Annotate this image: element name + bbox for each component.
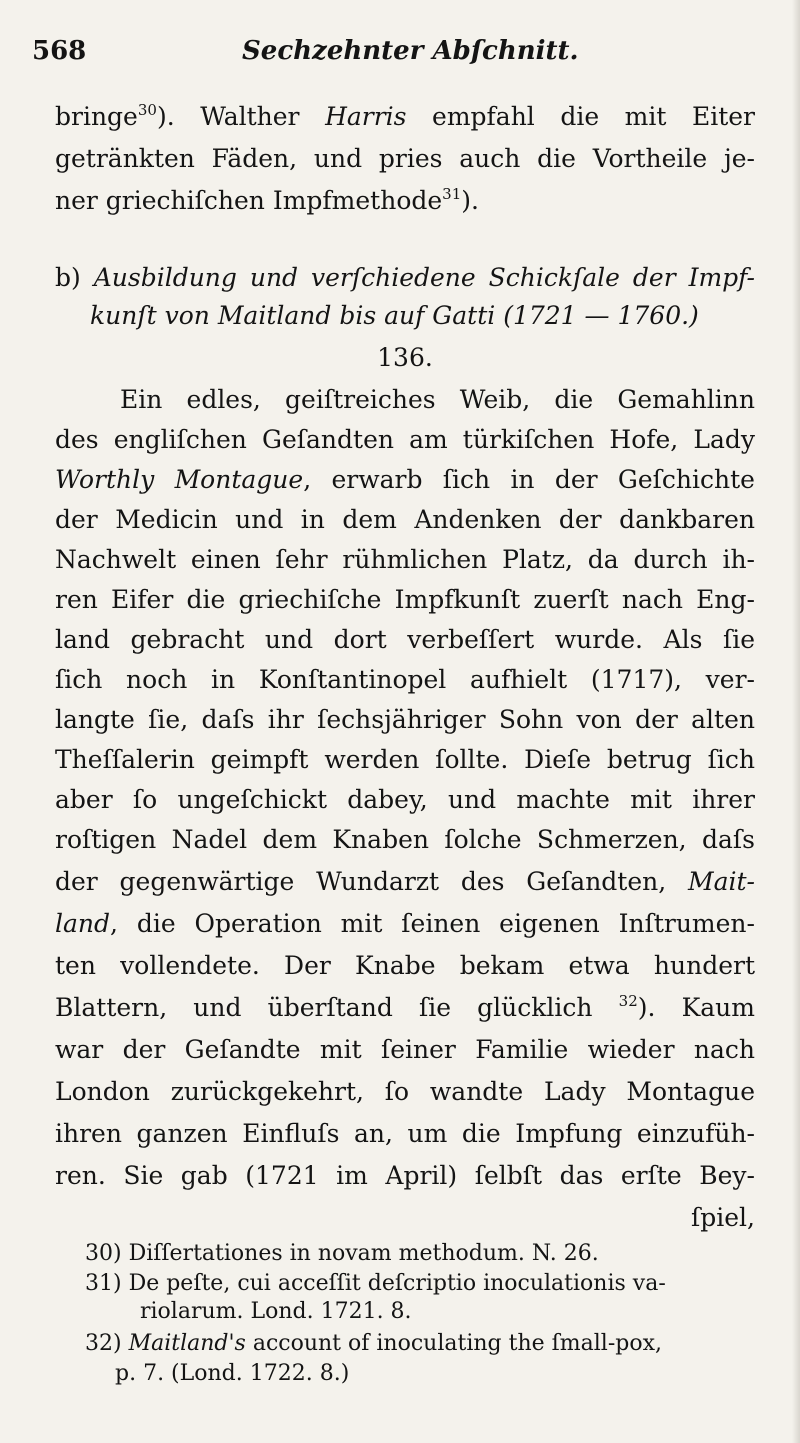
text-line: der Medicin und in dem Andenken der dankbaren [55,505,755,534]
text-line: war der Geſandte mit ſeiner Familie wieder nach [55,1035,755,1064]
footnote-31: 31) De peſte, cui acceſſit deſcriptio inoculationis va- [85,1271,666,1296]
text-line: Ein edles, geiſtreiches Weib, die Gemahlinn [120,385,755,414]
text-line: Theſſalerin geimpft werden ſollte. Dieſe betrug ſich [55,745,755,774]
text-line: land gebracht und dort verbeſſert wurde. Als ſie [55,625,755,654]
text-line: ren. Sie gab (1721 im April) ſelbſt das erſte Bey- [55,1161,755,1190]
text-line: Worthly Montague, erwarb ſich in der Geſchichte [55,465,755,494]
page-edge-shadow [792,0,800,1443]
paragraph-number: 136. [377,343,433,372]
text-line: ten vollendete. Der Knabe bekam etwa hundert [55,951,755,980]
name-montague: Worthly Montague [55,465,304,494]
text-line: ner griechiſchen Impfmethode$^{31}$). [55,185,479,215]
footnote-31-cont: riolarum. Lond. 1721. 8. [140,1299,412,1324]
name-maitland: Mait- [688,867,755,896]
catchword: ſpiel, [691,1203,755,1232]
footnote-30: 30) Diſſertationes in novam methodum. N. 26. [85,1241,599,1266]
text-line: roſtigen Nadel dem Knaben ſolche Schmerzen, daſs [55,825,755,854]
section-title-cont: kunſt von Maitland bis auf Gatti (1721 — 1760.) [90,301,699,330]
footnote-ref: 32 [618,992,638,1010]
running-header [32,32,772,82]
running-title: Sechzehnter Abſchnitt. [242,36,579,66]
footnote-32: 32) Maitland's account of inoculating the ſmall-pox, [85,1331,662,1356]
text-line: langte ſie, daſs ihr ſechsjähriger Sohn von der alten [55,705,755,734]
footnote-32-cont: p. 7. (Lond. 1722. 8.) [115,1361,350,1386]
text-line: bringe$^{30}$). Walther Harris empfahl die mit Eiter [55,101,755,131]
text-line: aber ſo ungeſchickt dabey, und machte mit ihrer [55,785,755,814]
footnote-ref: 30 [137,101,157,119]
text-line: ſich noch in Konſtantinopel aufhielt (1717), ver- [55,665,755,694]
text-line: getränkten Fäden, und pries auch die Vortheile je- [55,144,755,173]
text-line: der gegenwärtige Wundarzt des Geſandten, Mait- [55,867,755,896]
section-heading [55,258,755,298]
section-title: Ausbildung und verſchiedene Schickſale der Impf- [93,263,755,292]
text-line: ihren ganzen Einfluſs an, um die Impfung einzufüh- [55,1119,755,1148]
text-line: London zurückgekehrt, ſo wandte Lady Montague [55,1077,755,1106]
text-line: ren Eifer die griechiſche Impfkunſt zuerſt nach Eng- [55,585,755,614]
footnote-ref: 31 [442,185,462,203]
text-line: Blattern, und überſtand ſie glücklich $^{32}$). Kaum [55,992,755,1022]
text-line: land, die Operation mit ſeinen eigenen Inſtrumen- [55,909,755,938]
page-number: 568 [32,36,87,66]
text-line: Nachwelt einen ſehr rühmlichen Platz, da durch ih- [55,545,755,574]
section-label: b) [55,263,81,292]
text-line: des engliſchen Geſandten am türkiſchen Hofe, Lady [55,425,755,454]
name-harris: Harris [325,102,407,131]
